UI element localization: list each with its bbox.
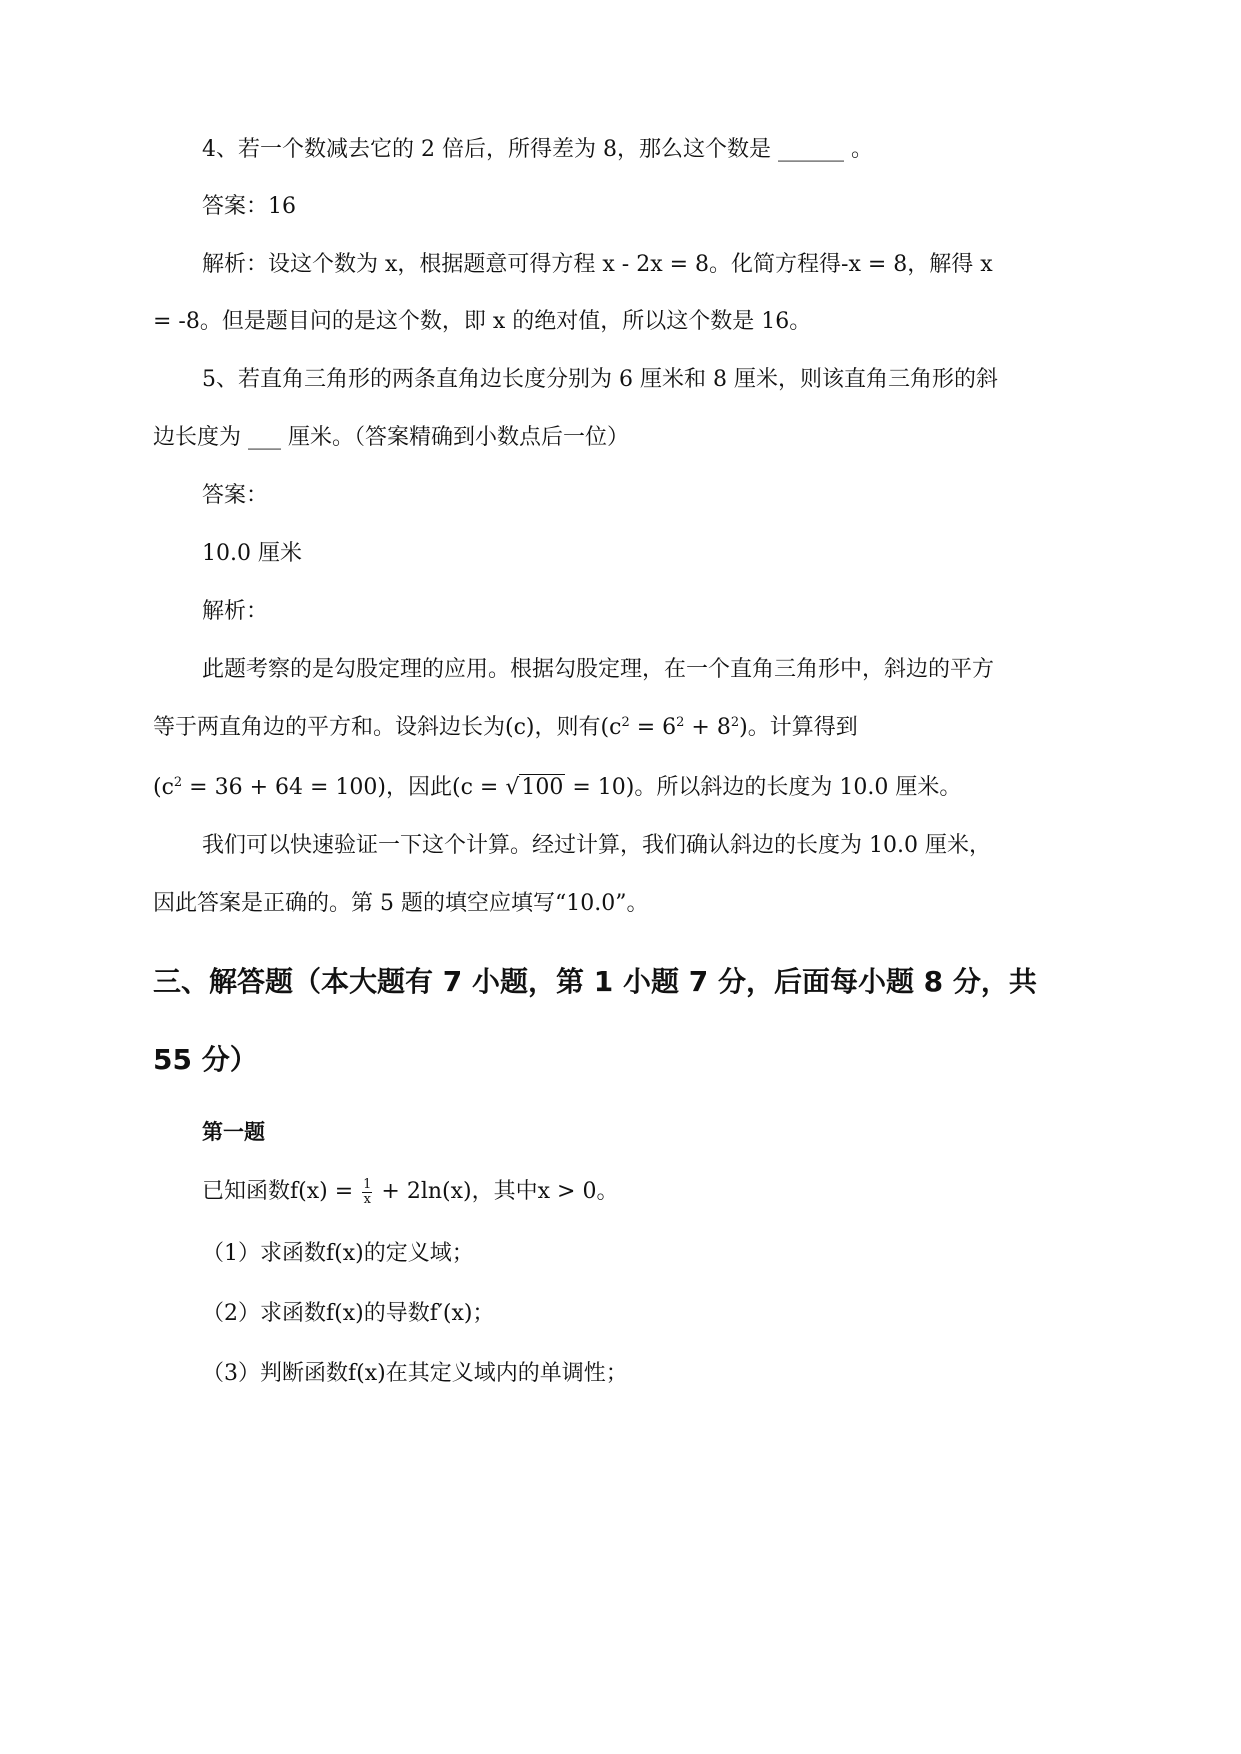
math-sum-equation [153, 775, 386, 800]
eq-part: (c [153, 775, 174, 800]
math-function-def [290, 1176, 472, 1207]
problem-label: 第一题 [202, 1120, 265, 1144]
problem1-sub3 [202, 1358, 1092, 1390]
text-segment: ，其中 [471, 1179, 538, 1204]
eq-part: = 6 [629, 715, 677, 740]
q5-analysis-p1-line2 [153, 712, 1093, 744]
math-sqrt-equation [452, 775, 634, 800]
exponent: 2 [173, 775, 183, 790]
problem1-stem [202, 1176, 1092, 1208]
text-segment: 的导数f′(x)； [363, 1301, 495, 1326]
eq-part: + 8 [684, 715, 731, 740]
eq-part: f(x) = [290, 1179, 361, 1204]
text-segment: 已知函数 [202, 1179, 291, 1204]
q4-analysis-line2: = -8。但是题目问的是这个数，即 x 的绝对值，所以这个数是 16。 [153, 309, 812, 334]
math-fx: f(x) [326, 1241, 364, 1266]
eq-part: (c = [452, 775, 506, 800]
q4-answer: 答案：16 [202, 194, 296, 219]
radicand: 100 [521, 775, 564, 800]
math-fx: f(x) [348, 1361, 386, 1386]
section-heading-line2: 55 分） [153, 1043, 258, 1076]
text-segment: 在其定义域内的单调性； [385, 1361, 628, 1386]
text-segment: 。计算得到 [747, 715, 858, 740]
problem1-sub2 [202, 1298, 1092, 1330]
q5-analysis-p1-line1: 此题考察的是勾股定理的应用。根据勾股定理，在一个直角三角形中，斜边的平方 [202, 657, 995, 682]
exponent: 2 [676, 715, 685, 730]
q5-question-line1: 5、若直角三角形的两条直角边长度分别为 6 厘米和 8 厘米，则该直角三角形的斜 [202, 367, 998, 392]
fraction [362, 1178, 372, 1207]
text-segment: （1）求函数 [202, 1241, 326, 1266]
text-segment: 的定义域； [363, 1241, 474, 1266]
q5-analysis-p2-line1: 我们可以快速验证一下这个计算。经过计算，我们确认斜边的长度为 10.0 厘米， [202, 833, 991, 858]
exponent: 2 [730, 715, 740, 730]
text-segment: 。所以斜边的长度为 10.0 厘米。 [634, 775, 962, 800]
q4-analysis-line1: 解析：设这个数为 x，根据题意可得方程 x - 2x = 8。化简方程得-x = 8，解得 x [202, 252, 993, 277]
q5-answer-label: 答案： [202, 483, 269, 508]
q5-analysis-p2-line2: 因此答案是正确的。第 5 题的填空应填写“10.0”。 [153, 891, 649, 916]
q5-question-line2: 边长度为 ___ 厘米。（答案精确到小数点后一位） [153, 425, 629, 450]
math-pythagoras-equation [601, 715, 748, 740]
eq-part: = 10) [565, 775, 635, 800]
numerator: 1 [363, 1176, 372, 1192]
text-segment: （3）判断函数 [202, 1361, 348, 1386]
text-segment: 等于两直角边的平方和。设斜边长为 [153, 715, 506, 740]
section-heading-line1: 三、解答题（本大题有 7 小题，第 1 小题 7 分，后面每小题 8 分，共 [153, 965, 1037, 998]
problem1-sub1 [202, 1238, 1092, 1270]
math-c: (c) [505, 715, 535, 740]
q5-analysis-label: 解析： [202, 599, 269, 624]
sqrt-symbol: √100 [505, 775, 564, 800]
denominator: x [363, 1191, 371, 1207]
eq-part: = 36 + 64 = 100) [182, 775, 387, 800]
eq-part: (c [600, 715, 622, 740]
q5-analysis-p1-line3 [153, 772, 1093, 804]
math-condition: x > 0 [537, 1179, 597, 1204]
exponent: 2 [621, 715, 630, 730]
q4-question: 4、若一个数减去它的 2 倍后，所得差为 8，那么这个数是 ______ 。 [202, 137, 873, 162]
eq-part: ) [739, 715, 748, 740]
text-segment: ，则有 [534, 715, 601, 740]
eq-part: + 2ln(x) [374, 1179, 472, 1204]
math-fx: f(x) [326, 1301, 364, 1326]
text-segment: （2）求函数 [202, 1301, 326, 1326]
text-segment: ，因此 [386, 775, 453, 800]
text-segment: 。 [596, 1179, 619, 1204]
q5-answer-value: 10.0 厘米 [202, 541, 302, 566]
